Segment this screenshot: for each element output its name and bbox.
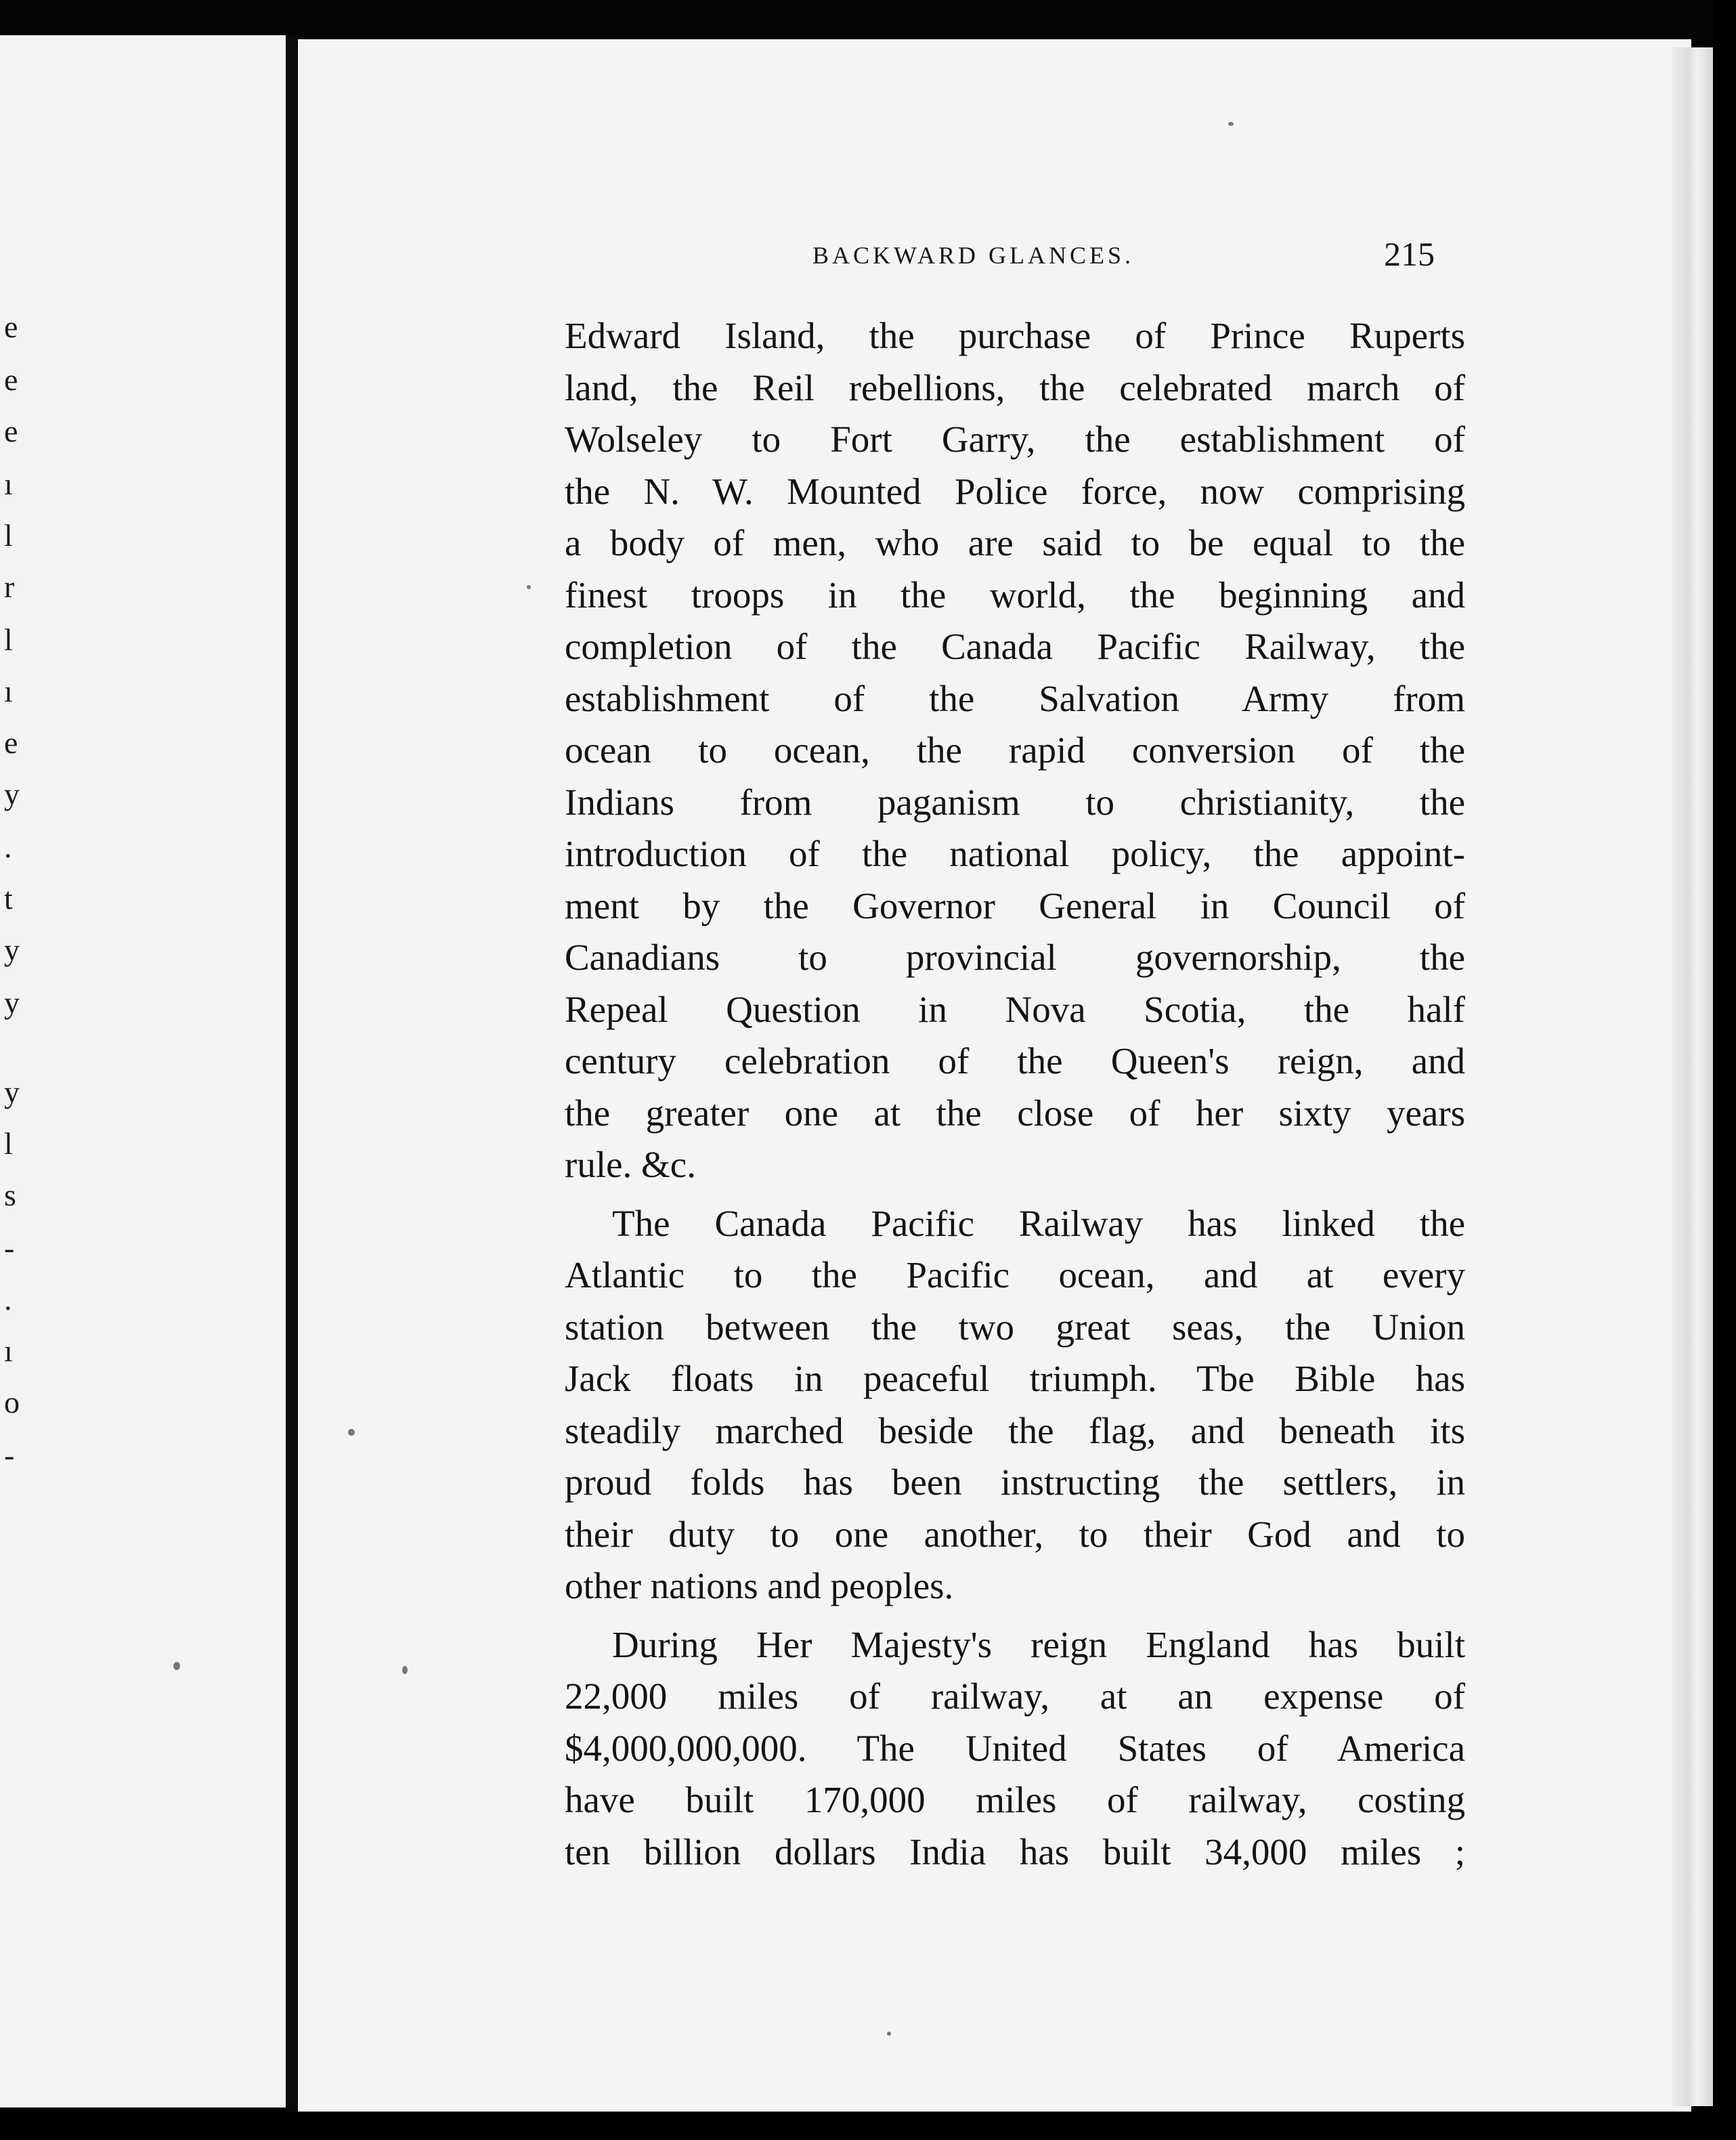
text-line: have built 170,000 miles of railway, costing [565,1779,1465,1820]
left-fragment: r [4,570,15,604]
left-fragment: l [4,622,13,657]
scan-speck [402,1666,408,1674]
scan-speck [173,1662,180,1670]
text-line: a body of men, who are said to be equal to the [565,522,1465,563]
scan-speck [527,585,531,589]
left-fragment: o [4,1385,20,1419]
left-fragment: ı [4,1333,13,1368]
text-line: the N. W. Mounted Police force, now comprising [565,470,1465,512]
left-page-line-ends [0,35,286,2107]
left-fragment: y [4,933,20,967]
left-fragment: . [4,1282,12,1317]
text-line: Indians from paganism to christianity, the [565,781,1465,823]
text-line: completion of the Canada Pacific Railway, the [565,626,1465,667]
running-head: BACKWARD GLANCES. [812,242,1135,269]
left-fragment: y [4,985,20,1020]
left-fragment: ı [4,467,13,501]
text-line: Jack floats in peaceful triumph. Tbe Bible has [565,1358,1465,1399]
text-line: station between the two great seas, the Union [565,1306,1465,1348]
paragraph [565,1198,1465,1612]
text-line: land, the Reil rebellions, the celebrated march of [565,366,1465,408]
left-fragment: e [4,362,18,397]
text-line: $4,000,000,000. The United States of America [565,1727,1465,1769]
text-line: The Canada Pacific Railway has linked the [612,1202,1465,1244]
left-fragment: e [4,309,18,344]
page-number: 215 [1384,235,1435,273]
scan-speck [887,2032,891,2036]
left-fragment: . [4,830,12,864]
text-line: Repeal Question in Nova Scotia, the half [565,988,1465,1030]
paragraph [565,310,1465,1191]
page-edge-stack [1672,47,1713,2106]
text-line: Canadians to provincial governorship, the [565,937,1465,978]
text-line: ment by the Governor General in Council of [565,884,1465,926]
text-line: Edward Island, the purchase of Prince Ruperts [565,315,1465,356]
text-line: steadily marched beside the flag, and beneath its [565,1409,1465,1451]
scan-right-border [1713,0,1736,2140]
text-line: century celebration of the Queen's reign, and [565,1040,1465,1082]
left-fragment: l [4,518,13,553]
left-fragment: e [4,414,18,448]
text-line: ocean to ocean, the rapid conversion of the [565,729,1465,771]
left-fragment: e [4,725,18,760]
left-page-fragment [0,35,286,2107]
body-text [565,310,1465,1878]
left-fragment: s [4,1178,16,1212]
left-fragment: l [4,1126,13,1161]
text-line: 22,000 miles of railway, at an expense of [565,1675,1465,1717]
text-line: establishment of the Salvation Army from [565,677,1465,719]
scan-bottom-border [0,2112,1736,2140]
text-line: Atlantic to the Pacific ocean, and at every [565,1254,1465,1296]
scan-speck [348,1429,355,1436]
text-line: proud folds has been instructing the settlers, in [565,1461,1465,1503]
text-line: ten billion dollars India has built 34,000 miles ; [565,1831,1465,1872]
text-line: Wolseley to Fort Garry, the establishment of [565,419,1465,460]
left-fragment: - [4,1438,15,1472]
paragraph [565,1619,1465,1879]
text-line: their duty to one another, to their God and to [565,1513,1465,1555]
text-line: introduction of the national policy, the appoint- [565,833,1465,874]
text-line: rule. &c. [565,1144,696,1185]
scan-speck [1228,122,1234,126]
left-fragment: - [4,1230,15,1265]
text-line: finest troops in the world, the beginning and [565,574,1465,616]
text-line: other nations and peoples. [565,1565,954,1606]
left-fragment: y [4,777,20,811]
left-fragment: ı [4,674,13,708]
left-fragment: t [4,881,13,916]
left-fragment: y [4,1075,20,1109]
text-line: During Her Majesty's reign England has built [612,1623,1465,1665]
text-line: the greater one at the close of her sixty years [565,1092,1465,1134]
